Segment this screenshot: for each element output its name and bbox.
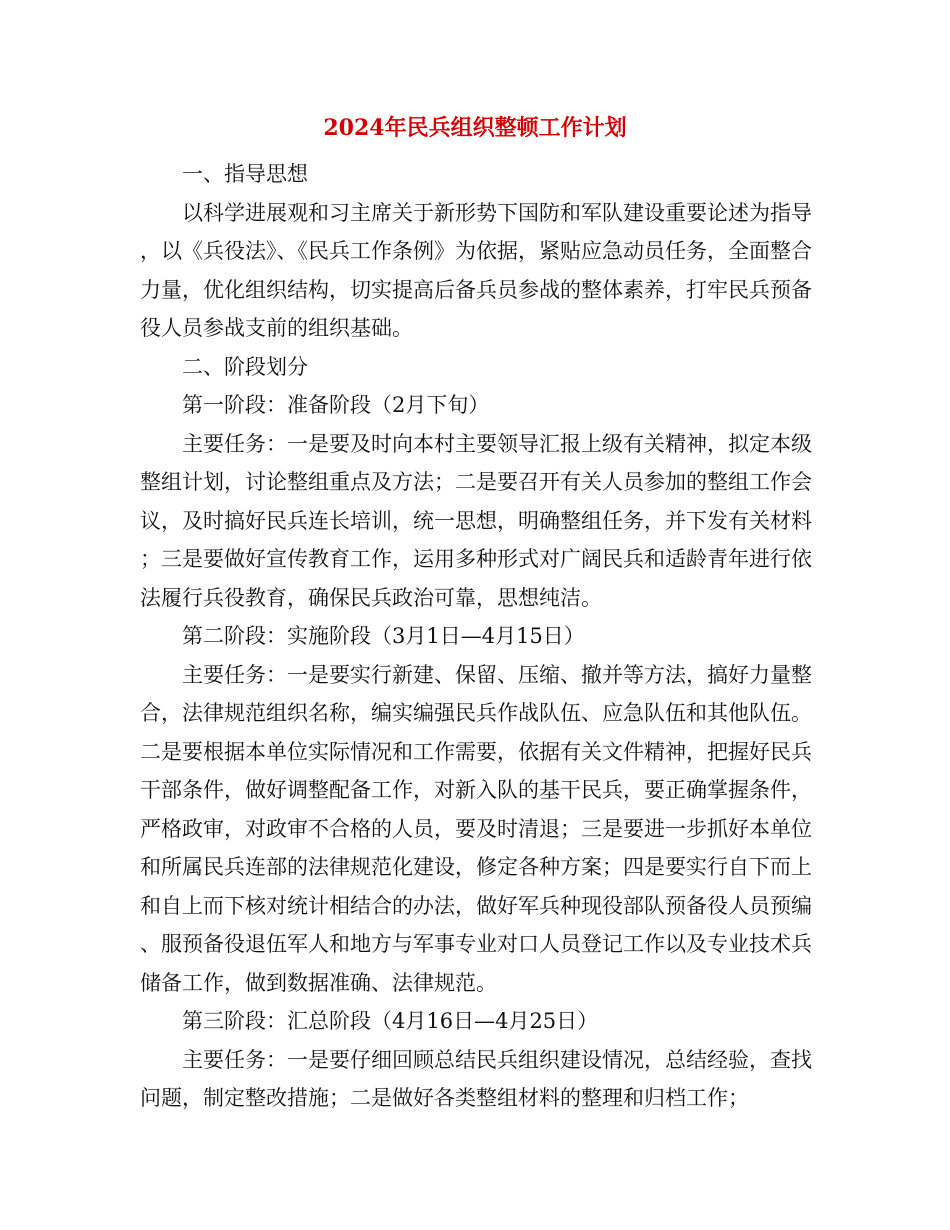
document-body (140, 155, 812, 1118)
stage-heading-summary: 第三阶段：汇总阶段（4月16日—4月25日） (182, 1009, 599, 1033)
paragraph-preparation-tasks: 主要任务：一是要及时向本村主要领导汇报上级有关精神，拟定本级整组计划，讨论整组重点及方法；二是要召开有关人员参加的整组工作会议，及时搞好民兵连长培训，统一思想，明确整组任务，并下发有关材料；三是要做好宣传教育工作，运用多种形式对广阔民兵和适龄青年进行依法履行兵役教育，确保民兵政治可靠，思想纯洁。 (140, 431, 812, 610)
paragraph-implementation-tasks: 主要任务：一是要实行新建、保留、压缩、撤并等方法，搞好力量整合，法律规范组织名称，编实编强民兵作战队伍、应急队伍和其他队伍。二是要根据本单位实际情况和工作需要，依据有关文件精神，把握好民兵干部条件，做好调整配备工作，对新入队的基干民兵，要正确掌握条件，严格政审，对政审不合格的人员，要及时清退；三是要进一步抓好本单位和所属民兵连部的法律规范化建设，修定各种方案；四是要实行自下而上和自上而下核对统计相结合的办法，做好军兵种现役部队预备役人员预编、服预备役退伍军人和地方与军事专业对口人员登记工作以及专业技术兵储备工作，做到数据准确、法律规范。 (140, 662, 812, 995)
stage-heading-preparation: 第一阶段：准备阶段（2月下旬） (182, 393, 490, 417)
section-heading-guiding-ideology: 一、指导思想 (182, 162, 308, 186)
paragraph-guiding-ideology: 以科学进展观和习主席关于新形势下国防和军队建设重要论述为指导，以《兵役法》、《民兵工作条例》为依据，紧贴应急动员任务，全面整合力量，优化组织结构，切实提高后备兵员参战的整体素养，打牢民兵预备役人员参战支前的组织基础。 (140, 200, 812, 340)
paragraph-summary-tasks: 主要任务：一是要仔细回顾总结民兵组织建设情况，总结经验，查找问题，制定整改措施；二是做好各类整组材料的整理和归档工作； (140, 1047, 812, 1110)
document-title: 2024年民兵组织整顿工作计划 (323, 115, 627, 141)
stage-heading-implementation: 第二阶段：实施阶段（3月1日—4月15日） (182, 624, 585, 648)
section-heading-stage-division: 二、阶段划分 (182, 354, 308, 379)
